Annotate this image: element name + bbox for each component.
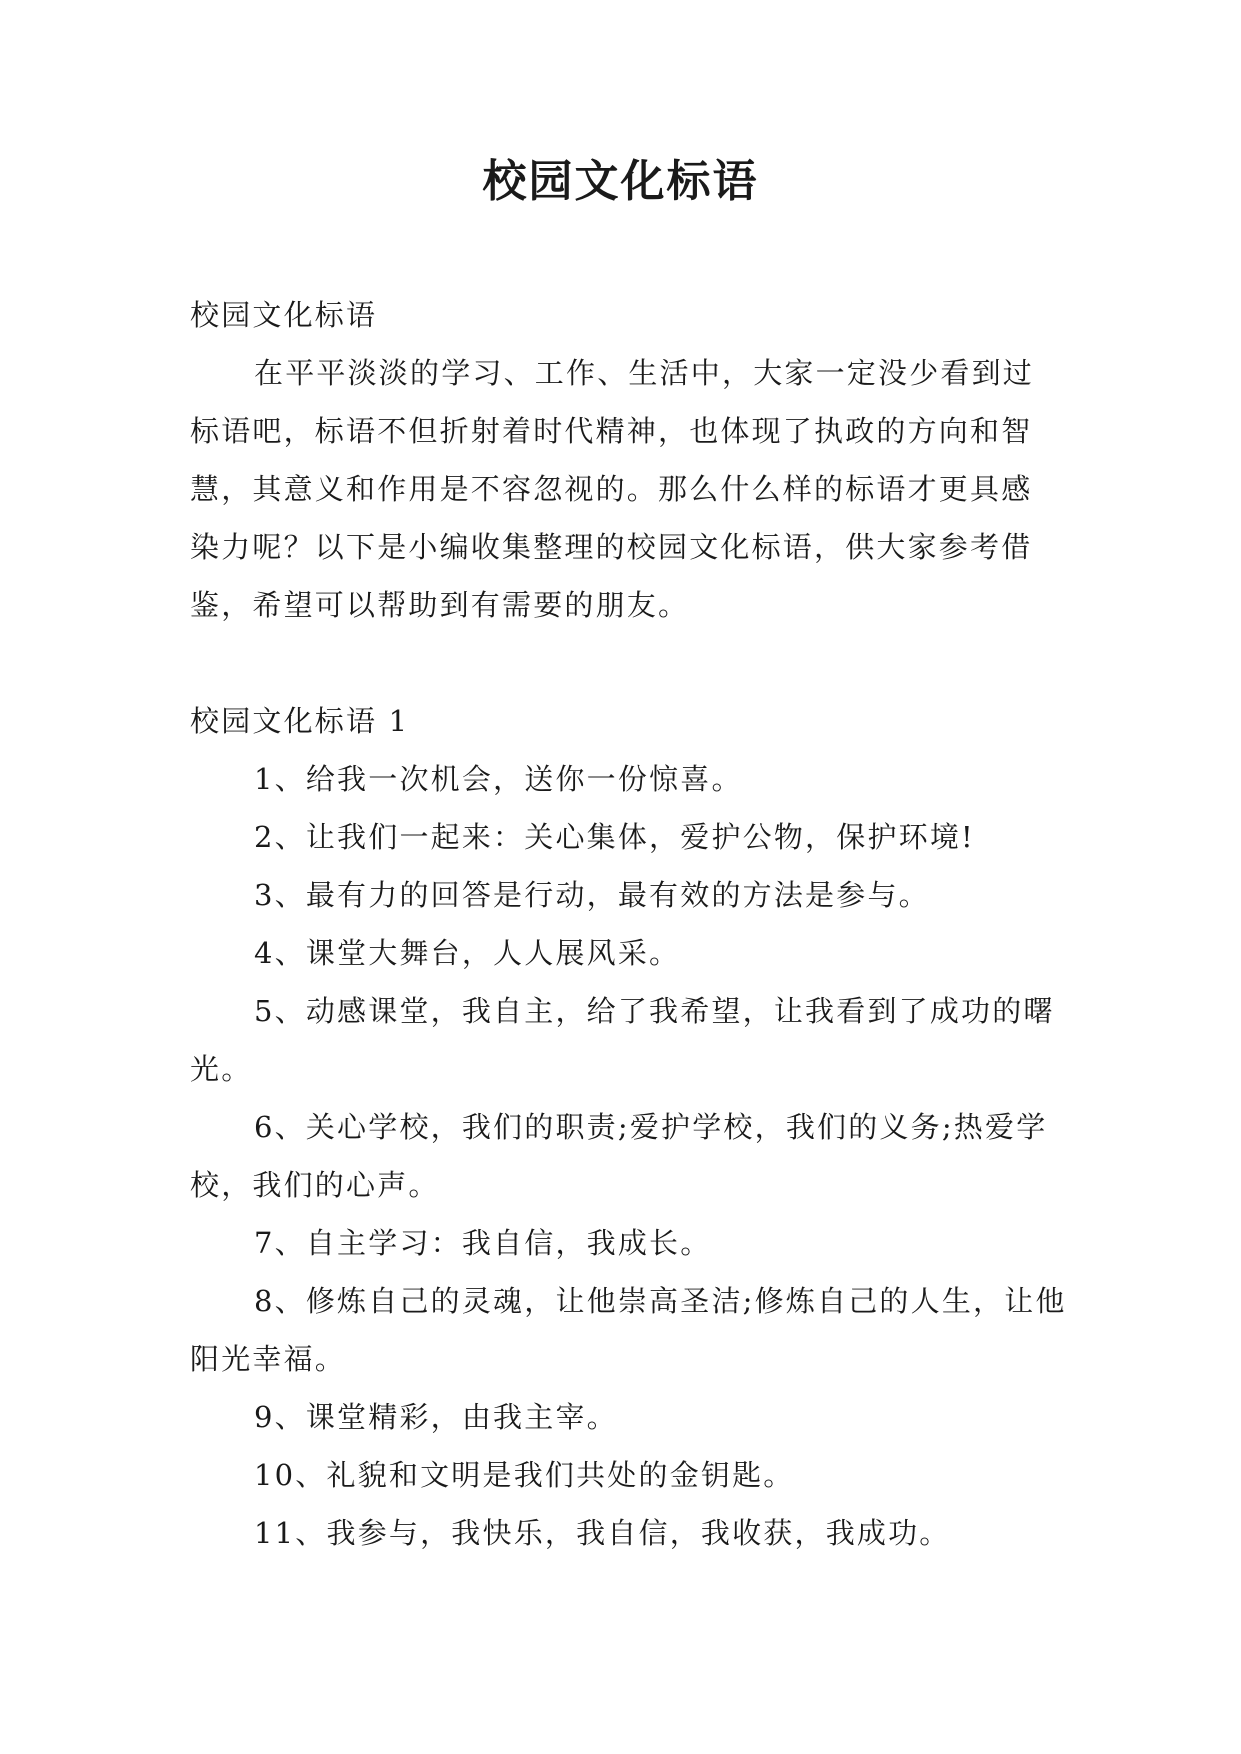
slogan-item: 1、给我一次机会，送你一份惊喜。 (254, 762, 743, 796)
slogan-item: 11、我参与，我快乐，我自信，我收获，我成功。 (254, 1516, 951, 1550)
slogan-item: 6、关心学校，我们的职责;爱护学校，我们的义务;热爱学校，我们的心声。 (190, 1110, 1048, 1202)
slogan-item: 3、最有力的回答是行动，最有效的方法是参与。 (254, 878, 930, 912)
intro-paragraph: 在平平淡淡的学习、工作、生活中，大家一定没少看到过标语吧，标语不但折射着时代精神，也体现了执政的方向和智慧，其意义和作用是不容忽视的。那么什么样的标语才更具感染力呢？以下是小编收集整理的校园文化标语，供大家参考借鉴，希望可以帮助到有需要的朋友。 (190, 356, 1035, 622)
document-title: 校园文化标语 (482, 156, 759, 207)
slogan-item: 9、课堂精彩，由我主宰。 (254, 1400, 618, 1434)
intro-heading: 校园文化标语 (190, 298, 378, 332)
section-heading: 校园文化标语 1 (190, 704, 410, 738)
slogan-item: 7、自主学习：我自信，我成长。 (254, 1226, 712, 1260)
slogan-item: 2、让我们一起来：关心集体，爱护公物，保护环境! (254, 820, 975, 854)
slogan-item: 4、课堂大舞台，人人展风采。 (254, 936, 681, 970)
slogan-item: 8、修炼自己的灵魂，让他崇高圣洁;修炼自己的人生，让他阳光幸福。 (190, 1284, 1067, 1376)
slogan-item: 10、礼貌和文明是我们共处的金钥匙。 (254, 1458, 795, 1492)
slogan-item: 5、动感课堂，我自主，给了我希望，让我看到了成功的曙光。 (190, 994, 1055, 1086)
slogan-list (190, 750, 1070, 1562)
